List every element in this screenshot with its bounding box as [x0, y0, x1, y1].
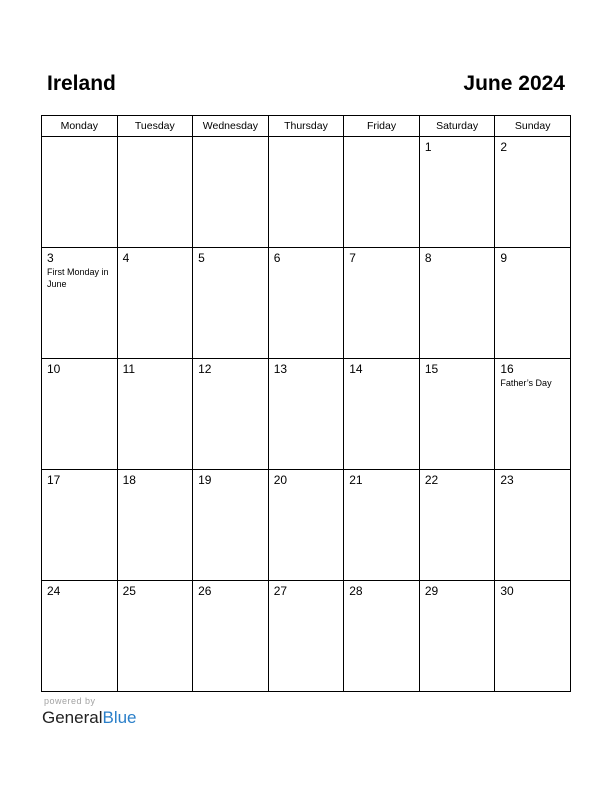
day-cell — [268, 248, 344, 359]
day-number: 3 — [47, 251, 54, 265]
day-cell — [193, 359, 269, 470]
month-year-title: June 2024 — [463, 72, 565, 95]
day-number: 9 — [500, 251, 508, 265]
day-cell — [193, 248, 269, 359]
weekday-header: Monday — [42, 116, 118, 137]
day-cell — [117, 470, 193, 581]
day-number: 5 — [198, 251, 205, 265]
day-cell — [42, 470, 118, 581]
day-cell — [419, 248, 495, 359]
day-cell — [268, 470, 344, 581]
day-cell — [419, 137, 495, 248]
day-cell — [495, 359, 571, 470]
day-cell — [495, 137, 571, 248]
day-cell — [42, 359, 118, 470]
day-cell — [344, 581, 420, 692]
day-number: 30 — [500, 584, 514, 598]
weekday-header: Sunday — [495, 116, 571, 137]
day-number: 19 — [198, 473, 212, 487]
day-cell — [117, 248, 193, 359]
weekday-header: Wednesday — [193, 116, 269, 137]
day-cell — [495, 248, 571, 359]
day-number: 14 — [349, 362, 363, 376]
day-number: 6 — [273, 251, 281, 265]
holiday-label: Father’s Day — [500, 378, 552, 388]
weekday-header: Tuesday — [117, 116, 193, 137]
day-number: 17 — [47, 473, 61, 487]
day-number: 26 — [198, 584, 212, 598]
week-row — [42, 137, 571, 248]
day-cell — [344, 248, 420, 359]
generalblue-logo — [42, 708, 137, 728]
day-number: 22 — [424, 473, 439, 487]
day-cell — [495, 470, 571, 581]
day-number: 29 — [424, 584, 439, 598]
day-number: 25 — [122, 584, 136, 598]
day-number: 7 — [349, 251, 356, 265]
day-cell — [495, 581, 571, 692]
holiday-label: First Monday in June — [47, 267, 109, 289]
day-cell — [117, 137, 193, 248]
calendar-grid — [41, 115, 571, 692]
day-cell — [268, 137, 344, 248]
day-cell — [42, 581, 118, 692]
day-number: 8 — [424, 251, 432, 265]
weekday-header-row — [42, 116, 571, 137]
day-cell — [42, 137, 118, 248]
brand-part1: General — [42, 708, 103, 727]
day-cell — [117, 581, 193, 692]
day-cell — [117, 359, 193, 470]
week-row — [42, 470, 571, 581]
day-number: 21 — [349, 473, 363, 487]
day-cell — [193, 581, 269, 692]
day-number: 18 — [122, 473, 136, 487]
day-cell — [268, 581, 344, 692]
day-cell — [344, 359, 420, 470]
powered-by-label: powered by — [44, 696, 96, 706]
day-cell — [344, 137, 420, 248]
day-number: 23 — [500, 473, 514, 487]
day-cell — [419, 470, 495, 581]
day-number: 20 — [273, 473, 288, 487]
footer — [42, 696, 137, 728]
week-row — [42, 248, 571, 359]
weekday-header: Friday — [344, 116, 420, 137]
day-number: 12 — [198, 362, 212, 376]
day-number: 27 — [273, 584, 288, 598]
week-row — [42, 581, 571, 692]
weekday-header: Saturday — [419, 116, 495, 137]
day-number: 28 — [349, 584, 363, 598]
day-number: 16 — [500, 362, 514, 376]
day-number: 4 — [122, 251, 130, 265]
day-cell — [344, 470, 420, 581]
day-cell — [419, 581, 495, 692]
day-cell — [42, 248, 118, 359]
day-cell — [193, 137, 269, 248]
day-number: 1 — [424, 140, 432, 154]
country-title: Ireland — [47, 72, 116, 95]
day-cell — [419, 359, 495, 470]
brand-part2: Blue — [102, 708, 137, 727]
day-cell — [268, 359, 344, 470]
week-row — [42, 359, 571, 470]
day-number: 10 — [47, 362, 61, 376]
weekday-header: Thursday — [268, 116, 344, 137]
day-cell — [193, 470, 269, 581]
day-number: 24 — [47, 584, 61, 598]
day-number: 13 — [273, 362, 288, 376]
day-number: 11 — [122, 362, 136, 376]
day-number: 2 — [500, 140, 508, 154]
day-number: 15 — [424, 362, 439, 376]
